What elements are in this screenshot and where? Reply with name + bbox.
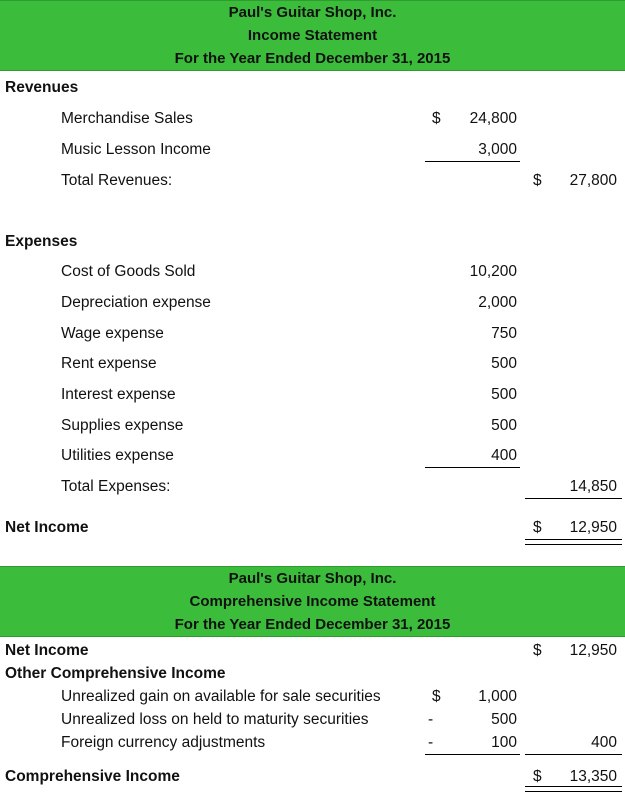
oci-item-label: Unrealized loss on held to maturity securities: [61, 711, 369, 728]
expense-item-amount: 500: [491, 386, 517, 403]
expense-item-label: Rent expense: [61, 355, 157, 372]
statement-title: Comprehensive Income Statement: [189, 593, 436, 610]
expense-item-label: Supplies expense: [61, 417, 184, 434]
revenue-item-label: Merchandise Sales: [61, 110, 193, 127]
subtotal-underline: [425, 161, 520, 162]
expense-item-amount: 10,200: [469, 263, 517, 280]
expense-item-label: Interest expense: [61, 386, 176, 403]
currency-symbol: $: [533, 642, 542, 659]
currency-symbol: $: [432, 110, 441, 127]
subtotal-underline: [425, 467, 520, 468]
total-underline: [525, 498, 622, 499]
net-income-amount: 12,950: [569, 519, 617, 536]
expense-item-amount: 400: [491, 447, 517, 464]
oci-item-label: Unrealized gain on available for sale securities: [61, 688, 381, 705]
comprehensive-income-amount: 13,350: [569, 768, 617, 785]
statement-title: Income Statement: [247, 27, 378, 44]
net-income-label: Net Income: [5, 519, 89, 536]
total-revenues-amount: 27,800: [569, 172, 617, 189]
double-underline: [525, 786, 622, 792]
revenue-item-label: Music Lesson Income: [61, 141, 211, 158]
comprehensive-income-label: Comprehensive Income: [5, 768, 180, 785]
net-income-label: Net Income: [5, 642, 89, 659]
oci-item-amount: 1,000: [478, 688, 517, 705]
double-underline: [525, 539, 622, 545]
currency-symbol: $: [533, 172, 542, 189]
total-underline: [525, 754, 622, 755]
oci-total-amount: 400: [591, 734, 617, 751]
oci-item-label: Foreign currency adjustments: [61, 734, 266, 751]
expense-item-label: Utilities expense: [61, 447, 174, 464]
income-statement-header: [0, 0, 625, 71]
expense-item-amount: 500: [491, 355, 517, 372]
currency-symbol: $: [533, 519, 542, 536]
revenue-item-amount: 24,800: [469, 110, 517, 127]
expense-item-label: Depreciation expense: [61, 294, 211, 311]
subtotal-underline: [425, 754, 520, 755]
expense-item-amount: 2,000: [478, 294, 517, 311]
company-name: Paul's Guitar Shop, Inc.: [228, 570, 397, 587]
currency-symbol: $: [533, 768, 542, 785]
revenue-item-amount: 3,000: [478, 141, 517, 158]
oci-item-amount: 100: [491, 734, 517, 751]
expense-item-label: Cost of Goods Sold: [61, 263, 196, 280]
revenues-heading: Revenues: [5, 79, 79, 96]
comprehensive-statement-header: [0, 566, 625, 637]
statement-period: For the Year Ended December 31, 2015: [174, 50, 451, 67]
total-expenses-label: Total Expenses:: [61, 478, 171, 495]
expense-item-amount: 500: [491, 417, 517, 434]
oci-heading: Other Comprehensive Income: [5, 665, 226, 682]
total-expenses-amount: 14,850: [569, 478, 617, 495]
total-revenues-label: Total Revenues:: [61, 172, 173, 189]
oci-item-sign: $: [432, 688, 441, 705]
expense-item-label: Wage expense: [61, 325, 164, 342]
expenses-heading: Expenses: [5, 233, 78, 250]
oci-item-sign: -: [428, 711, 434, 728]
oci-item-sign: -: [428, 734, 434, 751]
company-name: Paul's Guitar Shop, Inc.: [228, 4, 397, 21]
expense-item-amount: 750: [491, 325, 517, 342]
net-income-amount: 12,950: [569, 642, 617, 659]
statement-period: For the Year Ended December 31, 2015: [174, 616, 451, 633]
oci-item-amount: 500: [491, 711, 517, 728]
